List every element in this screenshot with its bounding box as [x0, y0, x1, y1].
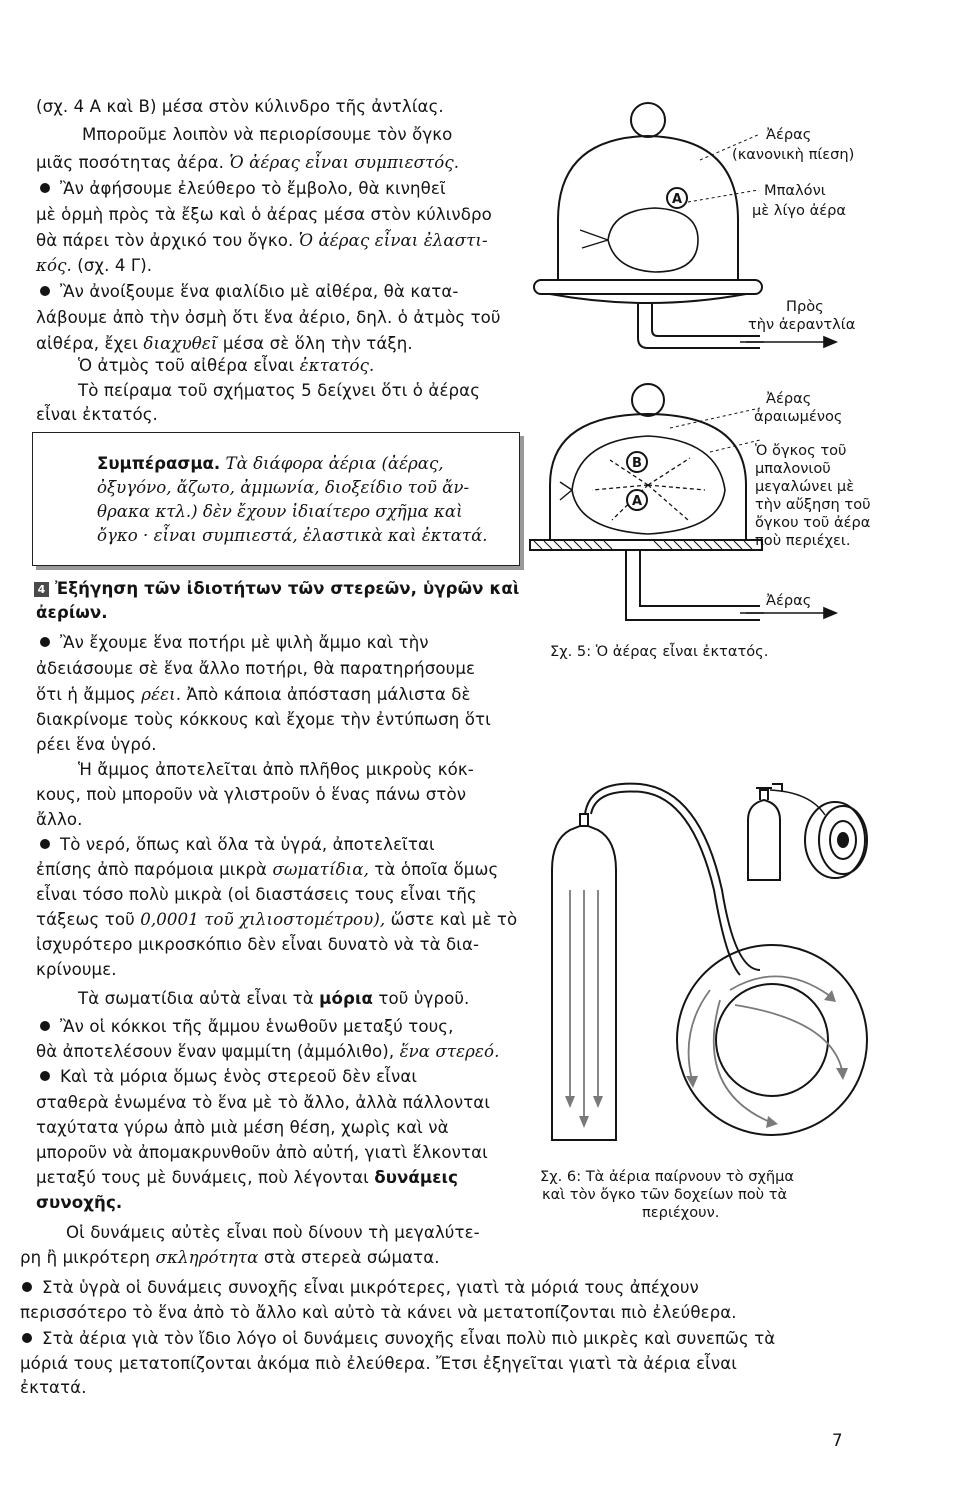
text-line: ἰσχυρότερο μικροσκόπιο δὲν εἶναι δυνατὸ νὰ τὰ δια- — [36, 935, 480, 954]
text-line: διακρίνομε τοὺς κόκκους καὶ ἔχομε τὴν ἐντύπωση ὅτι — [36, 710, 491, 729]
figure-5-drawing — [520, 90, 770, 650]
label-volume: μπαλονιοῦ — [755, 460, 831, 477]
text-line: μόριά τους μετατοπίζονται ἀκόμα πιὸ ἐλεύθερα. Ἔτσι ἐξηγεῖται γιατὶ τὰ ἀέρια εἶναι — [20, 1354, 737, 1373]
text-line: ρη ἢ μικρότερη σκληρότητα στὰ στερεὰ σώματα. — [20, 1248, 440, 1267]
text-line: (σχ. 4 Α καὶ Β) μέσα στὸν κύλινδρο τῆς ἀντλίας. — [36, 97, 444, 116]
text-line: Οἱ δυνάμεις αὐτὲς εἶναι ποὺ δίνουν τὴ μεγαλύτε- — [66, 1223, 480, 1242]
text-line: Μποροῦμε λοιπὸν νὰ περιορίσουμε τὸν ὄγκο — [82, 125, 453, 144]
bullet-icon — [40, 1071, 50, 1081]
gas-bottle — [748, 800, 780, 880]
text-line: εἶναι ἐκτατός. — [36, 405, 158, 424]
conclusion-line: ὀξυγόνο, ἄζωτο, ἀμμωνία, διοξείδιο τοῦ ἄν- — [97, 478, 470, 497]
text-line: τάξεως τοῦ 0,0001 τοῦ χιλιοστομέτρου), ὥστε καὶ μὲ τὸ — [36, 910, 518, 929]
section-heading: 4 Ἐξήγηση τῶν ἰδιοτήτων τῶν στερεῶν, ὑγρῶν καὶ — [34, 578, 519, 600]
text-line: Τὸ νερό, ὅπως καὶ ὅλα τὰ ὑγρά, ἀποτελεῖται — [40, 834, 435, 856]
bullet-icon — [22, 1282, 32, 1292]
bullet-icon — [40, 183, 50, 193]
text-line: μεταξύ τους μὲ δυνάμεις, ποὺ λέγονται δυνάμεις — [36, 1168, 459, 1187]
label-air: Ἀέρας — [766, 390, 812, 407]
figure-6-caption: καὶ τὸν ὄγκο τῶν δοχείων ποὺ τὰ — [542, 1186, 788, 1203]
text-line: ἀδειάσουμε σὲ ἕνα ἄλλο ποτήρι, θὰ παρατηρήσουμε — [36, 659, 476, 678]
text-line: Ἂν ἔχουμε ἕνα ποτήρι μὲ ψιλὴ ἄμμο καὶ τὴν — [40, 632, 429, 654]
label-volume: μεγαλώνει μὲ — [755, 478, 855, 495]
section-number: 4 — [34, 582, 49, 597]
conclusion-title: Συμπέρασμα. — [97, 454, 221, 473]
label-balloon: Μπαλόνι — [764, 182, 826, 199]
text-line: ταχύτατα γύρω ἀπὸ μιὰ μέση θέση, χωρὶς καὶ νὰ — [36, 1118, 449, 1137]
label-volume: τὴν αὔξηση τοῦ — [755, 496, 871, 513]
marker-a-top — [667, 188, 687, 208]
conclusion-line: Συμπέρασμα. Τὰ διάφορα ἀέρια (ἀέρας, — [97, 454, 444, 473]
bullet-icon — [22, 1333, 32, 1343]
text-line: μποροῦν νὰ ἀπομακρυνθοῦν ἀπὸ αὐτή, γιατὶ ἕλκονται — [36, 1143, 488, 1162]
balloon-small — [608, 208, 698, 272]
bullet-icon — [40, 286, 50, 296]
label-air-out: Ἀέρας — [766, 592, 812, 609]
text-line: Ἡ ἄμμος ἀποτελεῖται ἀπὸ πλῆθος μικροὺς κόκ- — [78, 760, 474, 779]
marker-b — [627, 452, 647, 472]
label-normal-pressure: (κανονικὴ πίεση) — [732, 146, 855, 163]
marker-a-label: Α — [671, 192, 683, 207]
figure-6-drawing — [530, 770, 870, 1170]
text-line: Ἂν οἱ κόκκοι τῆς ἄμμου ἑνωθοῦν μεταξύ τους, — [40, 1016, 454, 1038]
text-line: κους, ποὺ μποροῦν νὰ γλιστροῦν ὁ ἕνας πάνω στὸν — [36, 785, 467, 804]
text-line: Ἂν ἀνοίξουμε ἕνα φιαλίδιο μὲ αἰθέρα, θὰ κατα- — [40, 281, 458, 303]
bullet-icon — [40, 637, 50, 647]
text-line: περισσότερο τὸ ἕνα ἀπὸ τὸ ἄλλο καὶ αὐτὸ τὰ κάνει νὰ μετατοπίζονται πιὸ ἐλεύθερα. — [20, 1303, 737, 1322]
text-line: αἰθέρα, ἔχει διαχυθεῖ μέσα σὲ ὅλη τὴν τάξη. — [36, 334, 413, 353]
text-line: Στὰ ἀέρια γιὰ τὸν ἴδιο λόγο οἱ δυνάμεις συνοχῆς εἶναι πολὺ πιὸ μικρὲς καὶ συνεπῶς τὰ — [22, 1328, 775, 1350]
figure-6-caption: Σχ. 6: Τὰ ἀέρια παίρνουν τὸ σχῆμα — [540, 1168, 795, 1185]
text-line: Τὸ πείραμα τοῦ σχήματος 5 δείχνει ὅτι ὁ ἀέρας — [78, 381, 481, 400]
marker-b-label: Β — [632, 456, 642, 471]
text-line: μιᾶς ποσότητας ἀέρα. Ὁ ἀέρας εἶναι συμπιεστός. — [36, 153, 460, 172]
page-number: 7 — [832, 1431, 843, 1450]
label-volume: Ὁ ὄγκος τοῦ — [755, 442, 847, 459]
text-line: θὰ πάρει τὸν ἀρχικό του ὄγκο. Ὁ ἀέρας εἶναι ἐλαστι- — [36, 231, 488, 250]
text-line: Τὰ σωματίδια αὐτὰ εἶναι τὰ μόρια τοῦ ὑγροῦ. — [78, 989, 470, 1008]
text-line: ἐκτατά. — [20, 1378, 87, 1397]
label-rarefied: ἀραιωμένος — [754, 408, 843, 425]
text-line: θὰ ἀποτελέσουν ἕναν ψαμμίτη (ἀμμόλιθο), ἕνα στερεό. — [36, 1042, 500, 1061]
figure-6-caption: περιέχουν. — [642, 1204, 720, 1221]
text-line: σταθερὰ ἑνωμένα τὸ ἕνα μὲ τὸ ἄλλο, ἀλλὰ πάλλονται — [36, 1093, 491, 1112]
marker-a-label: Α — [631, 494, 643, 509]
text-line: Ἂν ἀφήσουμε ἐλεύθερο τὸ ἔμβολο, θὰ κινηθεῖ — [40, 178, 446, 200]
text-line: Στὰ ὑγρὰ οἱ δυνάμεις συνοχῆς εἶναι μικρότερες, γιατὶ τὰ μόριά τους ἀπέχουν — [22, 1277, 699, 1299]
ring-container — [677, 945, 867, 1135]
conclusion-line: ὄγκο · εἶναι συμπιεστά, ἐλαστικὰ καὶ ἐκτατά. — [97, 526, 488, 545]
conclusion-box — [32, 432, 520, 566]
label-towards: Πρὸς — [786, 298, 824, 315]
text-line: συνοχῆς. — [36, 1193, 123, 1212]
text-line: Ὁ ἀτμὸς τοῦ αἰθέρα εἶναι ἐκτατός. — [78, 356, 375, 375]
label-volume: ὄγκου τοῦ ἀέρα — [755, 514, 871, 531]
text-line: κός. (σχ. 4 Γ). — [36, 256, 153, 275]
bell-jar-top — [534, 103, 762, 303]
text-line: Καὶ τὰ μόρια ὅμως ἑνὸς στερεοῦ δὲν εἶναι — [40, 1066, 417, 1088]
text-line: κρίνουμε. — [36, 960, 117, 979]
label-pump: τὴν ἀεραντλία — [748, 316, 856, 333]
section-heading: ἀερίων. — [36, 603, 108, 622]
bullet-icon — [40, 1021, 50, 1031]
figure-5-caption: Σχ. 5: Ὁ ἀέρας εἶναι ἐκτατός. — [550, 643, 769, 660]
marker-a-bottom — [627, 490, 647, 510]
text-line: ἄλλο. — [36, 810, 83, 829]
label-volume: ποὺ περιέχει. — [755, 532, 851, 549]
conclusion-line: θρακα κτλ.) δὲν ἔχουν ἰδιαίτερο σχῆμα καὶ — [97, 502, 463, 521]
text-line: ρέει ἕνα ὑγρό. — [36, 735, 157, 754]
text-line: λάβουμε ἀπὸ τὴν ὀσμὴ ὅτι ἕνα ἀέριο, δηλ. ὁ ἀτμὸς τοῦ — [36, 308, 501, 327]
text-line: μὲ ὁρμὴ πρὸς τὰ ἔξω καὶ ὁ ἀέρας μέσα στὸν κύλινδρο — [36, 205, 492, 224]
text-line: εἶναι τόσο πολὺ μικρὰ (οἱ διαστάσεις τους εἶναι τῆς — [36, 885, 477, 904]
bullet-icon — [40, 839, 50, 849]
text-line: ὅτι ἡ ἄμμος ρέει. Ἀπὸ κάποια ἀπόσταση μάλιστα δὲ — [36, 685, 471, 704]
text-line: ἐπίσης ἀπὸ παρόμοια μικρὰ σωματίδια, τὰ ὁποῖα ὅμως — [36, 860, 499, 879]
label-air: Ἀέρας — [766, 126, 812, 143]
label-little-air: μὲ λίγο ἀέρα — [752, 202, 846, 219]
